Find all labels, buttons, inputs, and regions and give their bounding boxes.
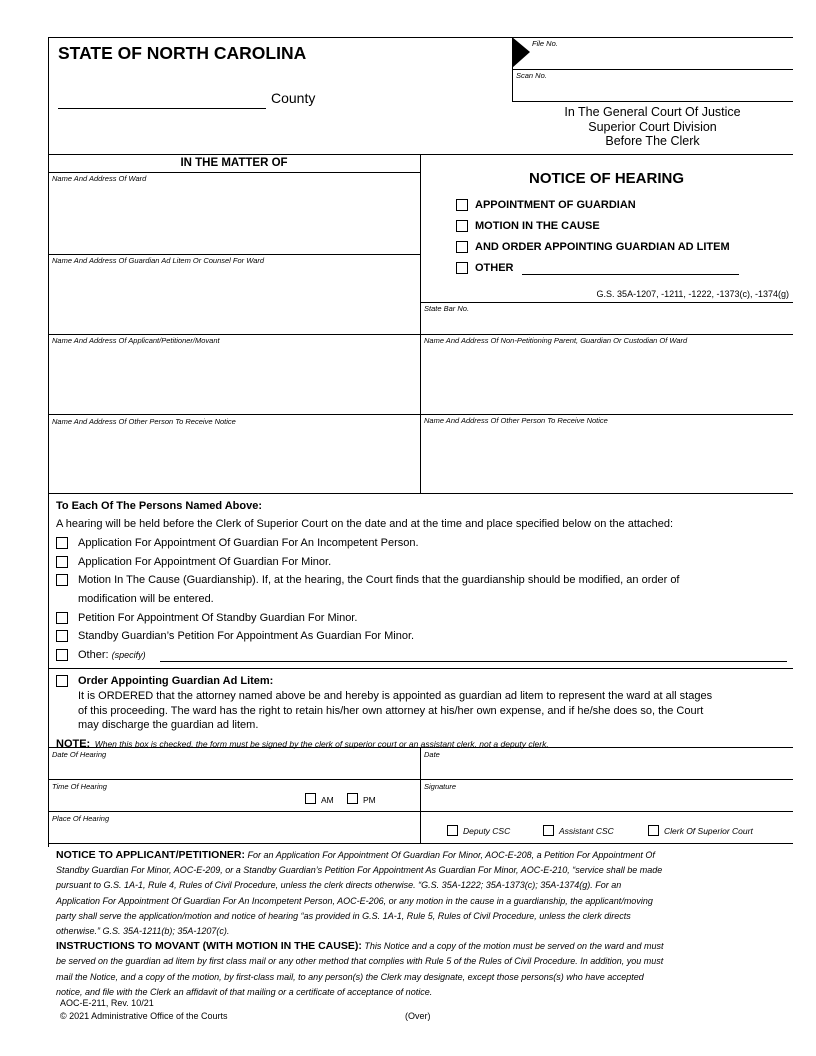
other-person1-label: Name And Address Of Other Person To Receive Notice xyxy=(52,417,236,426)
order-title: Order Appointing Guardian Ad Litem: xyxy=(78,675,274,687)
other-label-text: Other: xyxy=(78,649,109,661)
notice-applicant-line1: For an Application For Appointment Of Guardian For Minor, AOC-E-208, a Petition For Appointment Of xyxy=(247,850,655,860)
statute-ref: G.S. 35A-1207, -1211, -1222, -1373(c), -1374(g) xyxy=(596,289,789,299)
matter-title: IN THE MATTER OF xyxy=(180,157,288,169)
pm-checkbox[interactable] xyxy=(347,793,358,804)
file-no-label: File No. xyxy=(532,39,558,48)
note-label: NOTE: xyxy=(56,738,91,750)
date-label: Date xyxy=(424,750,440,759)
notice-applicant-line3: pursuant to G.S. 1A-1, Rule 4, Rules of Civil Procedure, unless the clerk directs otherwise. “G.S. 35A-1222; 35A-1373(c); 35A-1374(g). For an xyxy=(56,880,622,891)
note-text: When this box is checked, the form must be signed by the clerk of superior court or an assistant clerk, not a deputy clerk. xyxy=(94,739,549,749)
parties-top-line xyxy=(48,334,793,335)
court-line2: Superior Court Division xyxy=(588,119,717,134)
am-checkbox[interactable] xyxy=(305,793,316,804)
item-motion-label: Motion In The Cause (Guardianship). If, at the hearing, the Court finds that the guardianship should be modified, an order of xyxy=(78,574,680,586)
nonpetitioning-label: Name And Address Of Non-Petitioning Parent, Guardian Or Custodian Of Ward xyxy=(424,336,688,345)
file-no-marker-icon xyxy=(512,37,532,69)
order-gal-checkbox[interactable] xyxy=(456,241,468,253)
scan-no-line xyxy=(512,101,793,102)
instructions-heading: INSTRUCTIONS TO MOVANT (WITH MOTION IN THE CAUSE): xyxy=(56,940,362,953)
item-motion-checkbox[interactable] xyxy=(56,574,68,586)
assistant-csc-checkbox[interactable] xyxy=(543,825,554,836)
county-label: County xyxy=(271,90,316,106)
notice-applicant-line5: party shall serve the application/motion and notice of hearing “as provided in G.S. 1A-1, Rule 5, Rules of Civil Procedure, unless the clerk directs xyxy=(56,910,631,921)
other-notice-field[interactable] xyxy=(522,274,739,275)
time-row-line xyxy=(48,811,793,812)
court-line1: In The General Court Of Justice xyxy=(564,105,741,119)
details-bottom-line xyxy=(48,843,793,844)
details-divider xyxy=(420,747,421,843)
clerk-csc-checkbox[interactable] xyxy=(648,825,659,836)
date-of-hearing-label: Date Of Hearing xyxy=(52,750,107,759)
order-text xyxy=(78,689,712,733)
item-standby-petition-label: Standby Guardian’s Petition For Appointment As Guardian For Minor. xyxy=(78,630,415,642)
state-title: STATE OF NORTH CAROLINA xyxy=(58,43,307,63)
order-line1: It is ORDERED that the attorney named above be and hereby is appointed as guardian ad litem to represent the ward at all stages xyxy=(78,690,713,702)
other-notice-checkbox[interactable] xyxy=(456,262,468,274)
matter-title-line xyxy=(48,172,420,173)
place-label: Place Of Hearing xyxy=(52,814,110,823)
motion-cause-checkbox[interactable] xyxy=(456,220,468,232)
other-notice-label: OTHER xyxy=(475,262,514,274)
appointment-guardian-label: APPOINTMENT OF GUARDIAN xyxy=(475,199,636,211)
order-gal-box-checkbox[interactable] xyxy=(56,675,68,687)
parties-mid-line xyxy=(48,414,793,415)
statute-line xyxy=(420,302,793,303)
item-incompetent-checkbox[interactable] xyxy=(56,537,68,549)
item-minor-checkbox[interactable] xyxy=(56,556,68,568)
notice-applicant-line4: Application For Appointment Of Guardian For An Incompetent Person, AOC-E-206, or any motion in the cause in a guardianship, the applicant/moving xyxy=(56,895,653,906)
order-gal-label: AND ORDER APPOINTING GUARDIAN AD LITEM xyxy=(475,241,730,253)
other-specify-text: (specify) xyxy=(111,650,146,660)
court-block xyxy=(512,105,793,149)
other-person2-label: Name And Address Of Other Person To Receive Notice xyxy=(424,416,608,425)
county-line xyxy=(58,108,266,109)
signature-label: Signature xyxy=(424,782,457,791)
court-line3: Before The Clerk xyxy=(605,134,700,148)
copyright: © 2021 Administrative Office of the Courts xyxy=(60,1011,228,1021)
center-divider xyxy=(420,154,421,493)
appointment-guardian-checkbox[interactable] xyxy=(456,199,468,211)
item-motion-cont: modification will be entered. xyxy=(78,593,214,605)
instructions-line2: be served on the guardian ad litem by first class mail or any other method that complies with Rule 5 of the Rules of Civil Procedure. In addition, you must xyxy=(56,956,664,967)
applicant-label: Name And Address Of Applicant/Petitioner/Movant xyxy=(52,336,220,345)
state-bar-label: State Bar No. xyxy=(424,304,470,313)
ward-box-line xyxy=(48,254,420,255)
notice-title: NOTICE OF HEARING xyxy=(528,170,684,187)
assistant-csc-label: Assistant CSC xyxy=(559,826,614,836)
clerk-csc-label: Clerk Of Superior Court xyxy=(664,826,753,836)
scan-no-label: Scan No. xyxy=(516,71,547,80)
item-other-checkbox[interactable] xyxy=(56,649,68,661)
hearing-intro: A hearing will be held before the Clerk of Superior Court on the date and at the time and place specified below on the attached: xyxy=(56,518,674,530)
file-no-line xyxy=(512,69,793,70)
form-top-border xyxy=(48,37,793,38)
deputy-csc-checkbox[interactable] xyxy=(447,825,458,836)
instructions-line3: mail the Notice, and a copy of the motion, by first-class mail, to any person(s) the Clerk may designate, except those persons(s) who have accepted xyxy=(56,971,644,982)
instructions-line4: notice, and file with the Clerk an affidavit of that mailing or a certificate of acceptance of notice. xyxy=(56,986,433,997)
notice-applicant xyxy=(56,848,791,1000)
item-standby-label: Petition For Appointment Of Standby Guardian For Minor. xyxy=(78,612,358,624)
instructions-line1: This Notice and a copy of the motion must be served on the ward and must xyxy=(364,941,664,952)
item-standby-checkbox[interactable] xyxy=(56,612,68,624)
hearing-heading: To Each Of The Persons Named Above: xyxy=(56,500,262,512)
pm-label: PM xyxy=(363,795,376,805)
motion-cause-label: MOTION IN THE CAUSE xyxy=(475,220,600,232)
date-row-line xyxy=(48,779,793,780)
other-specify-field[interactable] xyxy=(160,661,787,662)
order-line2: of this proceeding. The ward has the right to retain his/her own attorney at his/her own expense, and if he/she does so, the Court xyxy=(78,704,704,717)
am-label: AM xyxy=(321,795,334,805)
time-of-hearing-label: Time Of Hearing xyxy=(52,782,107,791)
item-other-label xyxy=(78,649,146,661)
deputy-csc-label: Deputy CSC xyxy=(463,826,511,836)
notice-applicant-line6: otherwise.” G.S. 35A-1211(b); 35A-1207(c). xyxy=(56,926,230,937)
notice-applicant-heading: NOTICE TO APPLICANT/PETITIONER: xyxy=(56,849,246,861)
order-line3: may discharge the guardian ad litem. xyxy=(78,719,259,731)
gal-label: Name And Address Of Guardian Ad Litem Or Counsel For Ward xyxy=(52,256,265,265)
parties-bottom-line xyxy=(48,493,793,494)
hearing-bottom-line xyxy=(48,668,793,669)
item-incompetent-label: Application For Appointment Of Guardian For An Incompetent Person. xyxy=(78,537,419,549)
order-note xyxy=(56,734,549,752)
item-standby-petition-checkbox[interactable] xyxy=(56,630,68,642)
item-minor-label: Application For Appointment Of Guardian For Minor. xyxy=(78,556,332,568)
form-number: AOC-E-211, Rev. 10/21 xyxy=(60,998,154,1008)
notice-applicant-line2: Standby Guardian For Minor, AOC-E-209, or a Standby Guardian’s Petition For Appointment As Guardian For Minor, AOC-E-210, “service shall be made xyxy=(56,865,663,876)
over-label: (Over) xyxy=(405,1011,431,1021)
ward-label: Name And Address Of Ward xyxy=(52,174,147,183)
